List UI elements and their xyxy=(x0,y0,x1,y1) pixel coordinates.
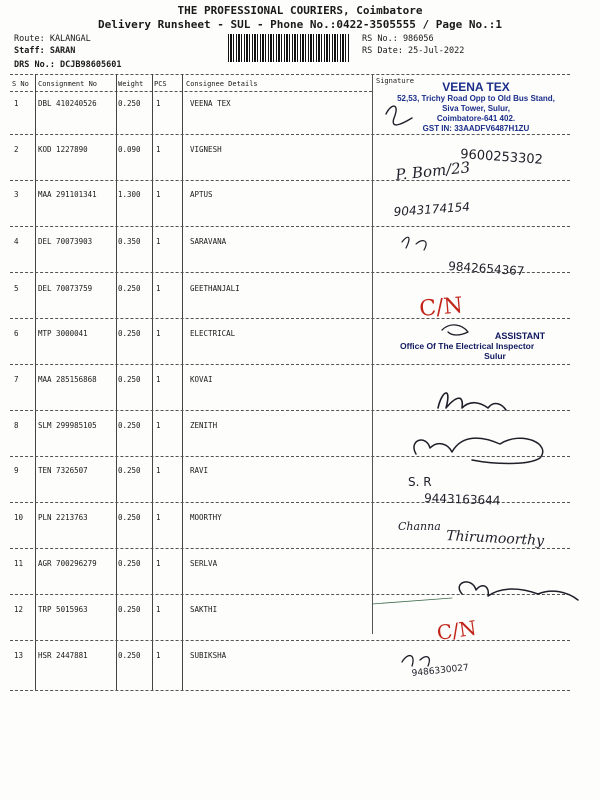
row-serial: 10 xyxy=(14,513,24,522)
col-header-consignment: Consignment No xyxy=(38,80,98,88)
row-pcs: 1 xyxy=(156,651,161,660)
row-consignee: MOORTHY xyxy=(190,513,222,522)
row-serial: 8 xyxy=(14,421,19,430)
row-consignee: GEETHANJALI xyxy=(190,284,240,293)
row-consignment-no: HSR 2447881 xyxy=(38,651,88,660)
row-pcs: 1 xyxy=(156,605,161,614)
stamp-company-name: VEENA TEX xyxy=(442,80,510,94)
row-weight: 0.250 xyxy=(118,421,141,430)
row-serial: 1 xyxy=(14,99,19,108)
handwritten-signature: Thirumoorthy xyxy=(445,528,545,550)
row-serial: 3 xyxy=(14,190,19,199)
row-consignment-no: MAA 291101341 xyxy=(38,190,97,199)
row-pcs: 1 xyxy=(156,284,161,293)
stamp-role: ASSISTANT xyxy=(494,331,546,341)
rs-date: RS Date: 25-Jul-2022 xyxy=(362,46,465,56)
row-consignment-no: TRP 5015963 xyxy=(38,605,88,614)
row-consignee: APTUS xyxy=(190,190,213,199)
col-header-weight: Weight xyxy=(118,80,144,88)
stamp-address-line: 52,53, Trichy Road Opp to Old Bus Stand, xyxy=(397,94,555,103)
row-weight: 1.300 xyxy=(118,190,141,199)
row-pcs: 1 xyxy=(156,559,161,568)
handwritten-initials: S. R xyxy=(408,475,432,489)
row-consignment-no: MTP 3000041 xyxy=(38,329,88,338)
row-weight: 0.250 xyxy=(118,559,141,568)
row-consignee: VIGNESH xyxy=(190,145,222,154)
row-serial: 13 xyxy=(14,651,24,660)
row-pcs: 1 xyxy=(156,375,161,384)
row-weight: 0.250 xyxy=(118,605,141,614)
row-weight: 0.250 xyxy=(118,466,141,475)
row-serial: 5 xyxy=(14,284,19,293)
rs-number: RS No.: 986056 xyxy=(362,34,434,44)
staff-label: Staff: SARAN xyxy=(14,46,76,56)
header-rule xyxy=(10,91,372,92)
row-pcs: 1 xyxy=(156,99,161,108)
row-consignment-no: PLN 2213763 xyxy=(38,513,88,522)
row-pcs: 1 xyxy=(156,237,161,246)
row-pcs: 1 xyxy=(156,145,161,154)
row-consignment-no: TEN 7326507 xyxy=(38,466,88,475)
stamp-address-line: Siva Tower, Sulur, xyxy=(442,104,510,113)
col-header-sno: S No xyxy=(12,80,29,88)
handwritten-phone: 9043174154 xyxy=(393,199,471,219)
runsheet-title: THE PROFESSIONAL COURIERS, Coimbatore xyxy=(177,4,423,17)
row-serial: 4 xyxy=(14,237,19,246)
row-weight: 0.250 xyxy=(118,513,141,522)
col-divider xyxy=(182,74,183,690)
row-pcs: 1 xyxy=(156,466,161,475)
runsheet-subtitle: Delivery Runsheet - SUL - Phone No.:0422-3505555 / Page No.:1 xyxy=(98,18,502,31)
row-consignment-no: DEL 70073903 xyxy=(38,237,93,246)
row-weight: 0.250 xyxy=(118,284,141,293)
row-consignee: SAKTHI xyxy=(190,605,218,614)
row-consignee: VEENA TEX xyxy=(190,99,231,108)
row-consignee: SERLVA xyxy=(190,559,218,568)
row-consignee: ZENITH xyxy=(190,421,218,430)
handwritten-phone: 9443163644 xyxy=(423,491,501,508)
col-divider xyxy=(35,74,36,690)
row-pcs: 1 xyxy=(156,421,161,430)
handwritten-signature: P. Bom/23 xyxy=(394,158,472,184)
row-consignment-no: DBL 410240526 xyxy=(38,99,97,108)
stamp-address-line: Coimbatore-641 402. xyxy=(436,114,516,123)
row-pcs: 1 xyxy=(156,329,161,338)
row-consignment-no: SLM 299985105 xyxy=(38,421,97,430)
row-consignee: RAVI xyxy=(190,466,209,475)
handwritten-word: Channa xyxy=(398,520,441,533)
row-serial: 2 xyxy=(14,145,19,154)
col-divider xyxy=(152,74,153,690)
barcode xyxy=(228,34,350,62)
handwritten-phone: 9600253302 xyxy=(459,147,544,168)
handwritten-phone: 9842654367 xyxy=(447,259,525,279)
handwritten-phone: 9486330027 xyxy=(411,663,470,679)
stamp-office: Office Of The Electrical Inspector xyxy=(400,341,535,351)
row-consignment-no: AGR 700296279 xyxy=(38,559,97,568)
row-consignee: SARAVANA xyxy=(190,237,227,246)
row-consignee: SUBIKSHA xyxy=(190,651,227,660)
row-serial: 6 xyxy=(14,329,19,338)
row-weight: 0.250 xyxy=(118,99,141,108)
row-weight: 0.090 xyxy=(118,145,141,154)
row-serial: 9 xyxy=(14,466,19,475)
col-header-pcs: PCS xyxy=(154,80,167,88)
row-consignee: KOVAI xyxy=(190,375,213,384)
route-label: Route: KALANGAL xyxy=(14,34,91,44)
row-serial: 12 xyxy=(14,605,24,614)
stamp-gst: GST IN: 33AADFV6487H1ZU xyxy=(422,124,530,133)
row-weight: 0.250 xyxy=(118,329,141,338)
row-serial: 7 xyxy=(14,375,19,384)
row-pcs: 1 xyxy=(156,190,161,199)
drs-number: DRS No.: DCJB98605601 xyxy=(14,60,122,70)
row-weight: 0.250 xyxy=(118,375,141,384)
col-header-signature: Signature xyxy=(376,77,414,85)
row-consignment-no: MAA 285156868 xyxy=(38,375,97,384)
row-consignee: ELECTRICAL xyxy=(190,329,236,338)
col-header-consignee: Consignee Details xyxy=(186,80,258,88)
row-weight: 0.350 xyxy=(118,237,141,246)
row-weight: 0.250 xyxy=(118,651,141,660)
row-serial: 11 xyxy=(14,559,24,568)
row-pcs: 1 xyxy=(156,513,161,522)
signature-handwriting xyxy=(372,74,600,700)
handwritten-cn: C/N xyxy=(418,293,464,322)
row-consignment-no: DEL 70073759 xyxy=(38,284,93,293)
col-divider xyxy=(116,74,117,690)
row-consignment-no: KOD 1227890 xyxy=(38,145,88,154)
handwritten-cn: C/N xyxy=(435,615,478,645)
stamp-place: Sulur xyxy=(484,351,506,361)
